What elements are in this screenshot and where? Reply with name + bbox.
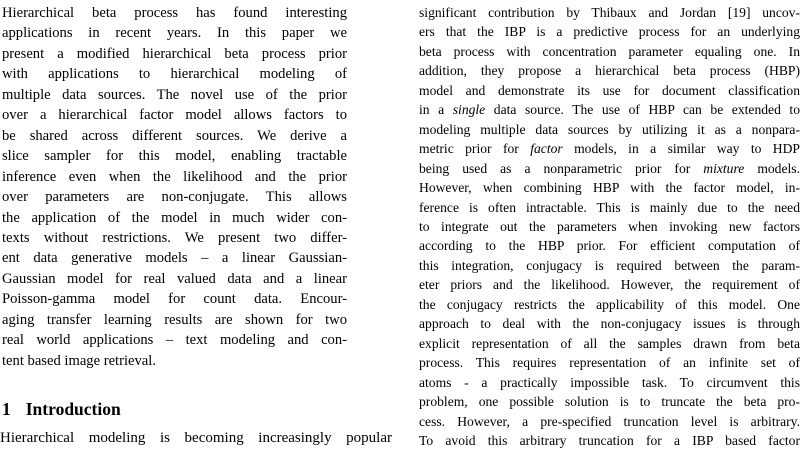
text-line xyxy=(2,167,347,187)
text-segment: in a xyxy=(419,102,453,118)
text-line xyxy=(419,373,800,392)
text-line xyxy=(419,22,800,41)
text-segment: Hierarchical modeling is becoming increasingly popular xyxy=(0,430,392,447)
text-segment: inference even when the likelihood and the prior xyxy=(2,168,347,185)
section-heading xyxy=(2,397,392,421)
text-segment: process. This requires representation of an infinite set of xyxy=(419,355,800,371)
text-line xyxy=(2,85,347,105)
text-segment: cess. However, a pre-specified truncation level is arbitrary. xyxy=(419,413,800,429)
text-segment: addition, they propose a hierarchical beta process (HBP) xyxy=(419,63,800,79)
text-segment: Hierarchical beta process has found interesting xyxy=(2,5,347,21)
text-segment: be shared across different sources. We derive a xyxy=(2,127,347,144)
text-line xyxy=(419,3,800,22)
text-line xyxy=(2,187,347,207)
text-line xyxy=(2,64,347,84)
text-line xyxy=(2,105,347,125)
text-segment: applications in recent years. In this paper we xyxy=(2,25,347,42)
text-segment: problem, one possible solution is to truncate the beta pro- xyxy=(419,394,800,410)
text-line xyxy=(419,295,800,314)
text-segment: with applications to hierarchical modeling of xyxy=(2,66,347,83)
text-segment: the conjugacy restricts the applicability of this model. One xyxy=(419,296,800,312)
text-line xyxy=(2,228,347,248)
text-line xyxy=(2,44,347,64)
abstract-paragraph xyxy=(2,3,347,371)
text-segment: to integrate out the parameters when invoking new factors xyxy=(419,218,800,234)
text-segment: multiple data sources. The novel use of the prior xyxy=(2,86,347,103)
text-segment: data source. The use of HBP can be extended to xyxy=(485,102,800,118)
text-line xyxy=(419,120,800,139)
text-segment: model and demonstrate its use for document classification xyxy=(419,82,800,98)
text-line xyxy=(2,269,347,289)
text-line xyxy=(2,3,347,23)
text-line xyxy=(2,248,347,268)
text-segment: over parameters are non-conjugate. This allows xyxy=(2,189,347,206)
text-segment: To avoid this arbitrary truncation for a IBP based factor xyxy=(419,432,800,448)
text-segment: the application of the model in much wider con- xyxy=(2,209,347,226)
text-line xyxy=(2,23,347,43)
text-line xyxy=(419,159,800,178)
text-segment: modeling multiple data sources by utilizing it as a nonpara- xyxy=(419,121,800,137)
introduction-paragraph xyxy=(0,428,392,448)
text-line xyxy=(419,314,800,333)
text-line xyxy=(419,100,800,119)
section-number: 1 xyxy=(2,399,11,420)
text-segment: models. xyxy=(744,160,800,176)
text-segment: Gaussian model for real valued data and a linear xyxy=(2,270,347,287)
text-segment: being used as a nonparametric prior for xyxy=(419,160,704,176)
text-segment: However, when combining HBP with the factor model, in- xyxy=(419,180,800,196)
text-line xyxy=(419,334,800,353)
text-segment: approach to deal with the non-conjugacy issues is through xyxy=(419,316,800,332)
text-segment: slice sampler for this model, enabling tractable xyxy=(2,148,347,165)
right-column xyxy=(419,0,800,450)
text-segment: present a modified hierarchical beta process prior xyxy=(2,45,347,62)
text-line xyxy=(0,428,392,448)
text-segment: ference is often intractable. This is mainly due to the need xyxy=(419,199,800,215)
text-line xyxy=(419,353,800,372)
text-line xyxy=(2,351,347,371)
text-segment: texts without restrictions. We present two differ- xyxy=(2,229,347,246)
text-line xyxy=(2,289,347,309)
italic-text-segment: single xyxy=(452,102,486,118)
text-segment: real world applications – text modeling and con- xyxy=(2,332,347,349)
text-segment: tent based image retrieval. xyxy=(2,352,156,369)
text-segment: beta process with concentration parameter equaling one. In xyxy=(419,43,800,59)
text-line xyxy=(419,81,800,100)
text-segment: ent data generative models – a linear Gaussian- xyxy=(2,250,347,267)
text-line xyxy=(2,126,347,146)
text-segment: ers that the IBP is a predictive process for an underlying xyxy=(419,24,800,40)
text-segment: Poisson-gamma model for count data. Encour- xyxy=(2,291,347,308)
text-line xyxy=(2,146,347,166)
text-segment: metric prior for xyxy=(419,141,531,157)
text-segment: this integration, conjugacy is required between the param- xyxy=(419,257,800,273)
text-line xyxy=(419,392,800,411)
italic-text-segment: mixture xyxy=(703,160,745,176)
italic-text-segment: factor xyxy=(530,141,563,157)
text-line xyxy=(2,208,347,228)
text-line xyxy=(419,178,800,197)
text-line xyxy=(2,310,347,330)
text-segment: significant contribution by Thibaux and Jordan [19] uncov- xyxy=(419,5,800,20)
text-line xyxy=(419,412,800,431)
text-line xyxy=(419,139,800,158)
text-segment: eter priors and the likelihood. However, the requirement of xyxy=(419,277,800,293)
section-title: Introduction xyxy=(25,399,121,420)
text-segment: aging transfer learning results are shown for two xyxy=(2,311,347,328)
text-line xyxy=(2,330,347,350)
text-segment: over a hierarchical factor model allows factors to xyxy=(2,107,347,124)
left-column xyxy=(0,0,392,448)
text-line xyxy=(419,217,800,236)
text-line xyxy=(419,42,800,61)
text-line xyxy=(419,236,800,255)
text-line xyxy=(419,431,800,450)
text-line xyxy=(419,256,800,275)
text-segment: atoms - a practically impossible task. To circumvent this xyxy=(419,374,800,390)
text-line xyxy=(419,275,800,294)
text-segment: according to the HBP prior. For efficient computation of xyxy=(419,238,800,254)
text-segment: explicit representation of all the samples drawn from beta xyxy=(419,335,800,351)
text-line xyxy=(419,61,800,80)
text-segment: models, in a similar way to HDP xyxy=(562,141,800,157)
text-line xyxy=(419,198,800,217)
